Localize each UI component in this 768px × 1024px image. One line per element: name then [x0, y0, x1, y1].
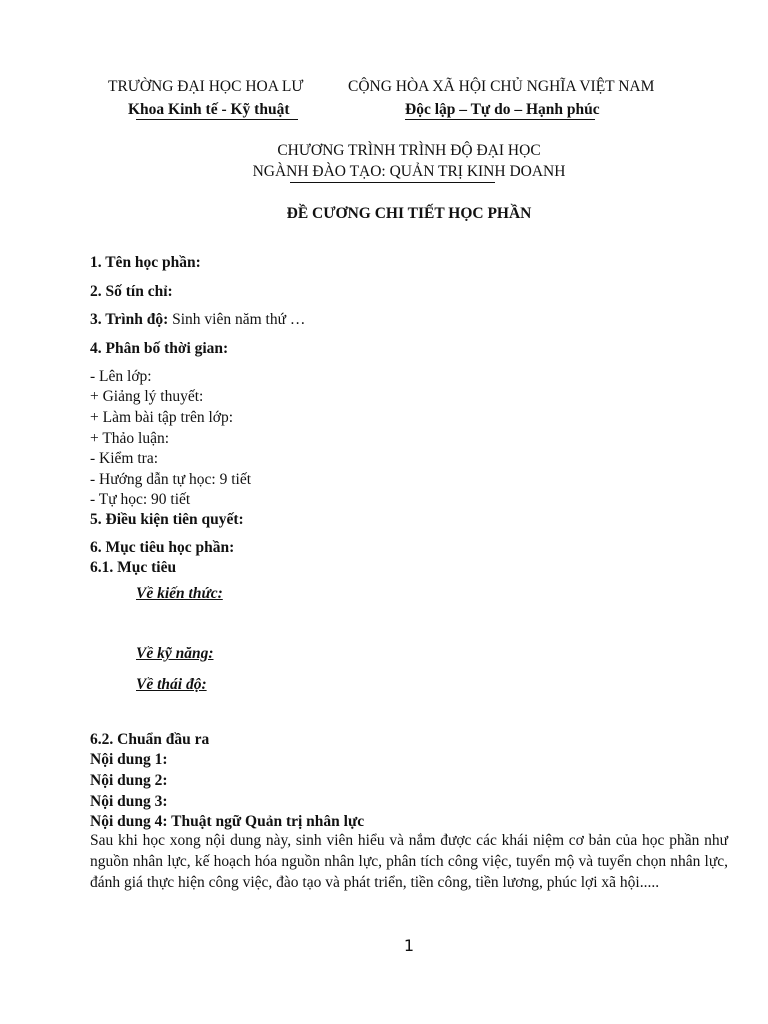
- content-item: Nội dung 1:: [90, 751, 168, 768]
- faculty-underline: [136, 119, 298, 120]
- time-item: - Tự học: 90 tiết: [90, 491, 191, 508]
- program-major: NGÀNH ĐÀO TẠO: QUẢN TRỊ KINH DOANH: [252, 163, 566, 180]
- content-item: Nội dung 2:: [90, 772, 168, 789]
- major-underline: [290, 182, 495, 183]
- time-item: + Thảo luận:: [90, 430, 170, 447]
- section-level: [90, 312, 305, 328]
- time-item: - Hướng dẫn tự học: 9 tiết: [90, 471, 252, 488]
- section-level-value: Sinh viên năm thứ …: [168, 311, 306, 328]
- motto-underline: [405, 119, 595, 120]
- faculty-name: Khoa Kinh tế - Kỹ thuật: [128, 101, 290, 118]
- time-item: + Làm bài tập trên lớp:: [90, 409, 234, 426]
- subsection-learning-outcomes: 6.2. Chuẩn đầu ra: [90, 731, 210, 748]
- time-item: + Giảng lý thuyết:: [90, 388, 204, 405]
- section-objectives: 6. Mục tiêu học phần:: [90, 539, 235, 556]
- content4-description: Sau khi học xong nội dung này, sinh viên hiểu và nắm được các khái niệm cơ bản của học phần như nguồn nhân lực, kế hoạch hóa nguồn nhân lực, phân tích công việc, tuyển mộ và tuyển chọn nhân lực, đánh giá thực hiện công việc, đào tạo và phát triển, tiền công, tiền lương, phúc lợi xã hội.....: [90, 832, 728, 891]
- university-name: TRƯỜNG ĐẠI HỌC HOA LƯ: [108, 78, 304, 95]
- country-name: CỘNG HÒA XÃ HỘI CHỦ NGHĨA VIỆT NAM: [348, 78, 655, 95]
- document-title: ĐỀ CƯƠNG CHI TIẾT HỌC PHẦN: [286, 205, 532, 222]
- objective-skills: Về kỹ năng:: [136, 645, 214, 662]
- subsection-goals: 6.1. Mục tiêu: [90, 559, 177, 576]
- program-level: CHƯƠNG TRÌNH TRÌNH ĐỘ ĐẠI HỌC: [277, 142, 541, 159]
- time-item: - Lên lớp:: [90, 368, 152, 385]
- national-motto: Độc lập – Tự do – Hạnh phúc: [405, 101, 600, 118]
- section-level-label: 3. Trình độ:: [90, 311, 169, 328]
- page-number: 1: [403, 936, 415, 955]
- section-course-name: 1. Tên học phần:: [90, 254, 201, 271]
- objective-attitude: Về thái độ:: [136, 676, 207, 693]
- content-item: Nội dung 3:: [90, 793, 168, 810]
- section-prerequisites: 5. Điều kiện tiên quyết:: [90, 511, 244, 528]
- objective-knowledge: Về kiến thức:: [136, 585, 223, 602]
- section-time-allocation: 4. Phân bố thời gian:: [90, 340, 229, 357]
- section-credits: 2. Số tín chỉ:: [90, 283, 173, 300]
- time-item: - Kiểm tra:: [90, 450, 159, 467]
- content-item-hr-terms: Nội dung 4: Thuật ngữ Quản trị nhân lực: [90, 813, 365, 830]
